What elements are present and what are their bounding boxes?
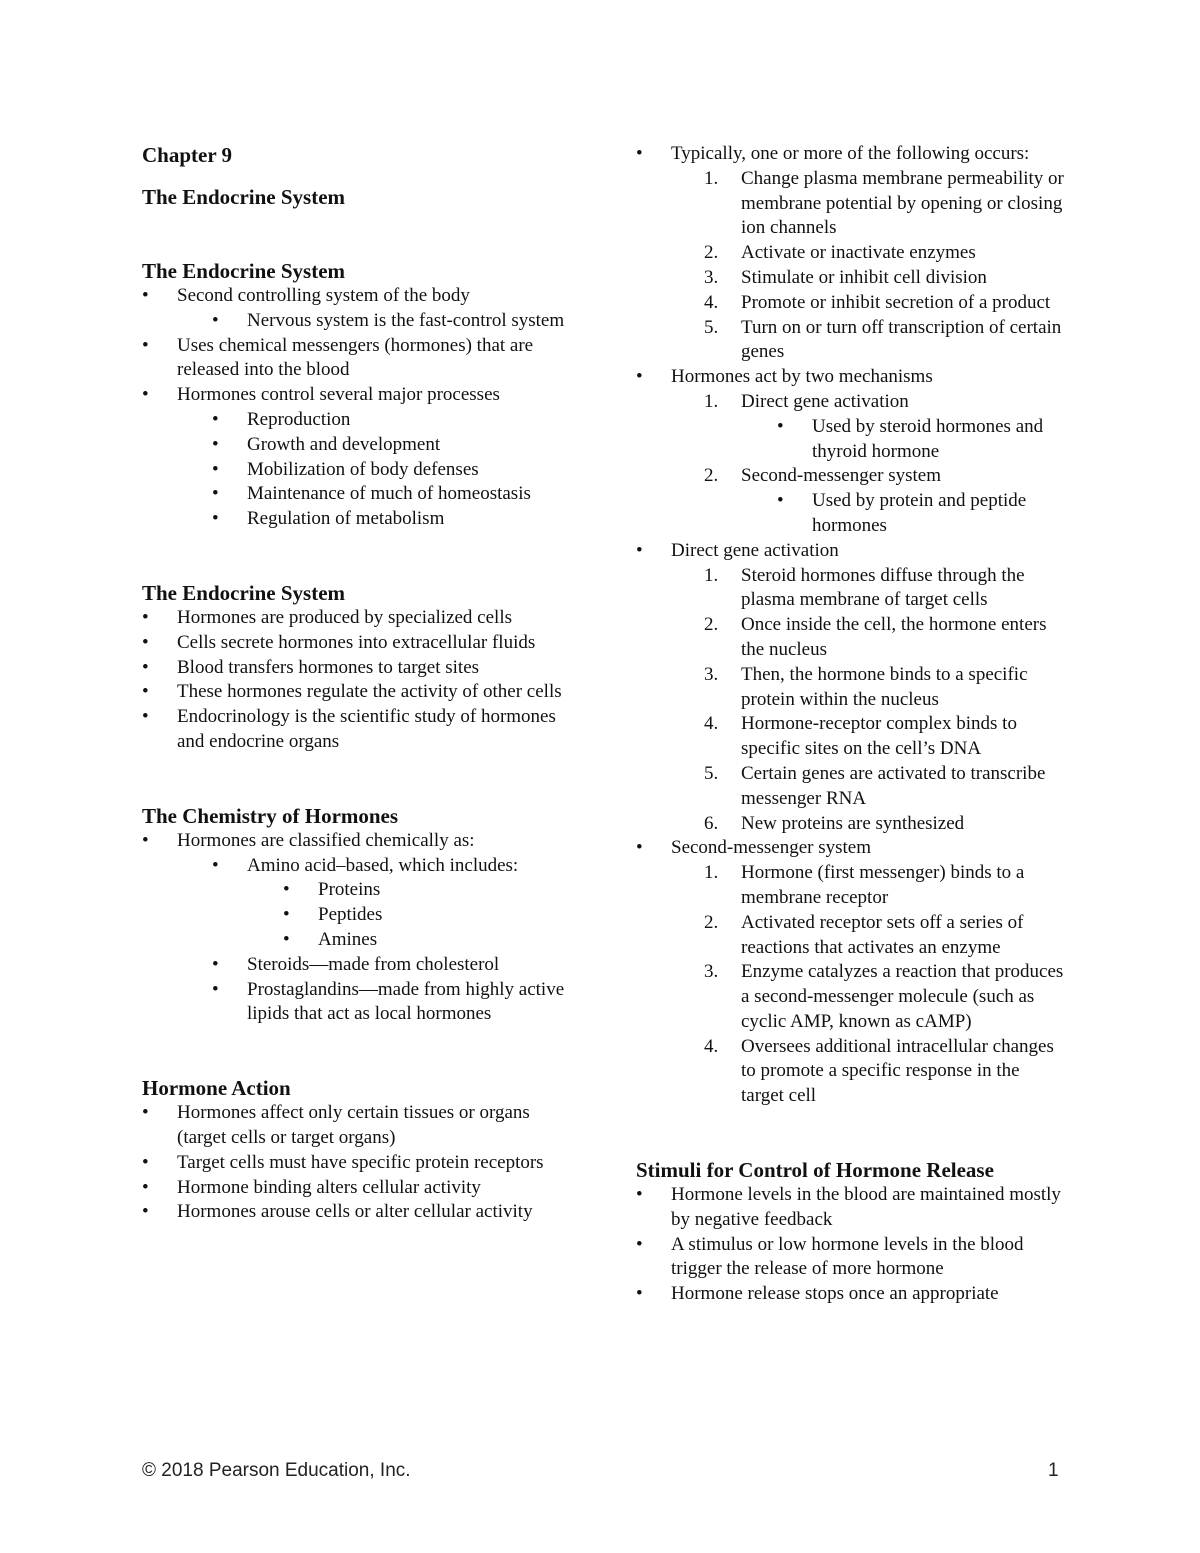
numbered-item: 5. Turn on or turn off transcription of certain genes [704,316,1062,363]
document-title: The Endocrine System [142,185,346,209]
section-heading: Stimuli for Control of Hormone Release [636,1158,994,1183]
bullet-item: • Nervous system is the fast-control system [212,309,565,331]
bullet-item: • Mobilization of body defenses [212,458,479,480]
numbered-item: 4. Oversees additional intracellular changes to promote a specific response in the target cell [704,1035,1054,1107]
bullet-item: • Hormones act by two mechanisms [636,366,933,388]
left-column [142,142,572,1225]
numbered-item: 1. Direct gene activation [704,390,909,412]
numbered-item: 2. Second-messenger system [704,465,941,487]
bullet-item: • Hormone levels in the blood are maintained mostly by negative feedback [636,1184,1061,1230]
bullet-item: • Target cells must have specific protein receptors [142,1151,544,1173]
bullet-item: • Used by protein and peptide hormones [777,490,1027,536]
bullet-item: • Reproduction [212,408,351,430]
numbered-item: 3. Then, the hormone binds to a specific protein within the nucleus [704,663,1028,710]
numbered-item: 6. New proteins are synthesized [704,812,965,834]
numbered-item: 3. Stimulate or inhibit cell division [704,266,987,288]
bullet-item: • Proteins [283,879,381,901]
bullet-item: • Used by steroid hormones and thyroid hormone [777,415,1044,462]
numbered-item: 1. Steroid hormones diffuse through the plasma membrane of target cells [704,564,1025,611]
bullet-item: • Hormones affect only certain tissues or organs (target cells or target organs) [142,1102,530,1148]
bullet-item: • Blood transfers hormones to target sites [142,656,480,678]
bullet-item: • Hormones are classified chemically as: [142,829,475,851]
bullet-item: • Direct gene activation [636,539,839,561]
bullet-item: • Hormone release stops once an appropriate [636,1283,999,1305]
bullet-item: • Hormones are produced by specialized cells [142,606,513,628]
bullet-item: • Hormone binding alters cellular activity [142,1176,481,1198]
numbered-item: 1. Hormone (first messenger) binds to a membrane receptor [704,862,1025,908]
numbered-item: 5. Certain genes are activated to transcribe messenger RNA [704,762,1046,809]
right-column [636,142,1066,1307]
numbered-item: 3. Enzyme catalyzes a reaction that produces a second-messenger molecule (such as cyclic AMP, known as cAMP) [704,961,1064,1032]
copyright-footer: © 2018 Pearson Education, Inc. [142,1460,411,1481]
bullet-item: • Uses chemical messengers (hormones) that are released into the blood [142,334,534,381]
section-heading: Hormone Action [142,1076,291,1101]
bullet-item: • Prostaglandins—made from highly active lipids that act as local hormones [212,978,565,1025]
numbered-item: 4. Promote or inhibit secretion of a product [704,291,1051,313]
bullet-item: • Second-messenger system [636,837,871,859]
numbered-item: 2. Activate or inactivate enzymes [704,242,976,264]
bullet-item: • Hormones arouse cells or alter cellular activity [142,1201,533,1223]
section-heading: The Chemistry of Hormones [142,803,399,828]
numbered-item: 2. Activated receptor sets off a series of reactions that activates an enzyme [704,911,1024,958]
bullet-item: • Amines [283,928,378,950]
bullet-item: • Typically, one or more of the following occurs: [636,143,1030,164]
bullet-item: • Hormones control several major processes [142,384,500,406]
bullet-item: • Growth and development [212,433,441,455]
bullet-item: • Amino acid–based, which includes: [212,854,519,876]
numbered-item: 2. Once inside the cell, the hormone enters the nucleus [704,614,1047,660]
bullet-item: • Steroids—made from cholesterol [212,953,500,975]
page-number: 1 [1048,1460,1059,1481]
bullet-item: • Maintenance of much of homeostasis [212,483,531,505]
bullet-item: • Endocrinology is the scientific study of hormones and endocrine organs [142,706,556,752]
bullet-item: • A stimulus or low hormone levels in the blood trigger the release of more hormone [636,1233,1024,1280]
section-heading: The Endocrine System [142,259,346,283]
bullet-item: • Regulation of metabolism [212,508,445,530]
chapter-label: Chapter 9 [142,143,233,167]
bullet-item: • These hormones regulate the activity of other cells [142,681,562,703]
section-heading: The Endocrine System [142,580,346,605]
bullet-item: • Peptides [283,904,383,926]
bullet-item: • Cells secrete hormones into extracellular fluids [142,631,536,653]
numbered-item: 4. Hormone-receptor complex binds to specific sites on the cell’s DNA [704,713,1017,760]
numbered-item: 1. Change plasma membrane permeability or membrane potential by opening or closing ion channels [704,167,1064,239]
bullet-item: • Second controlling system of the body [142,285,470,306]
